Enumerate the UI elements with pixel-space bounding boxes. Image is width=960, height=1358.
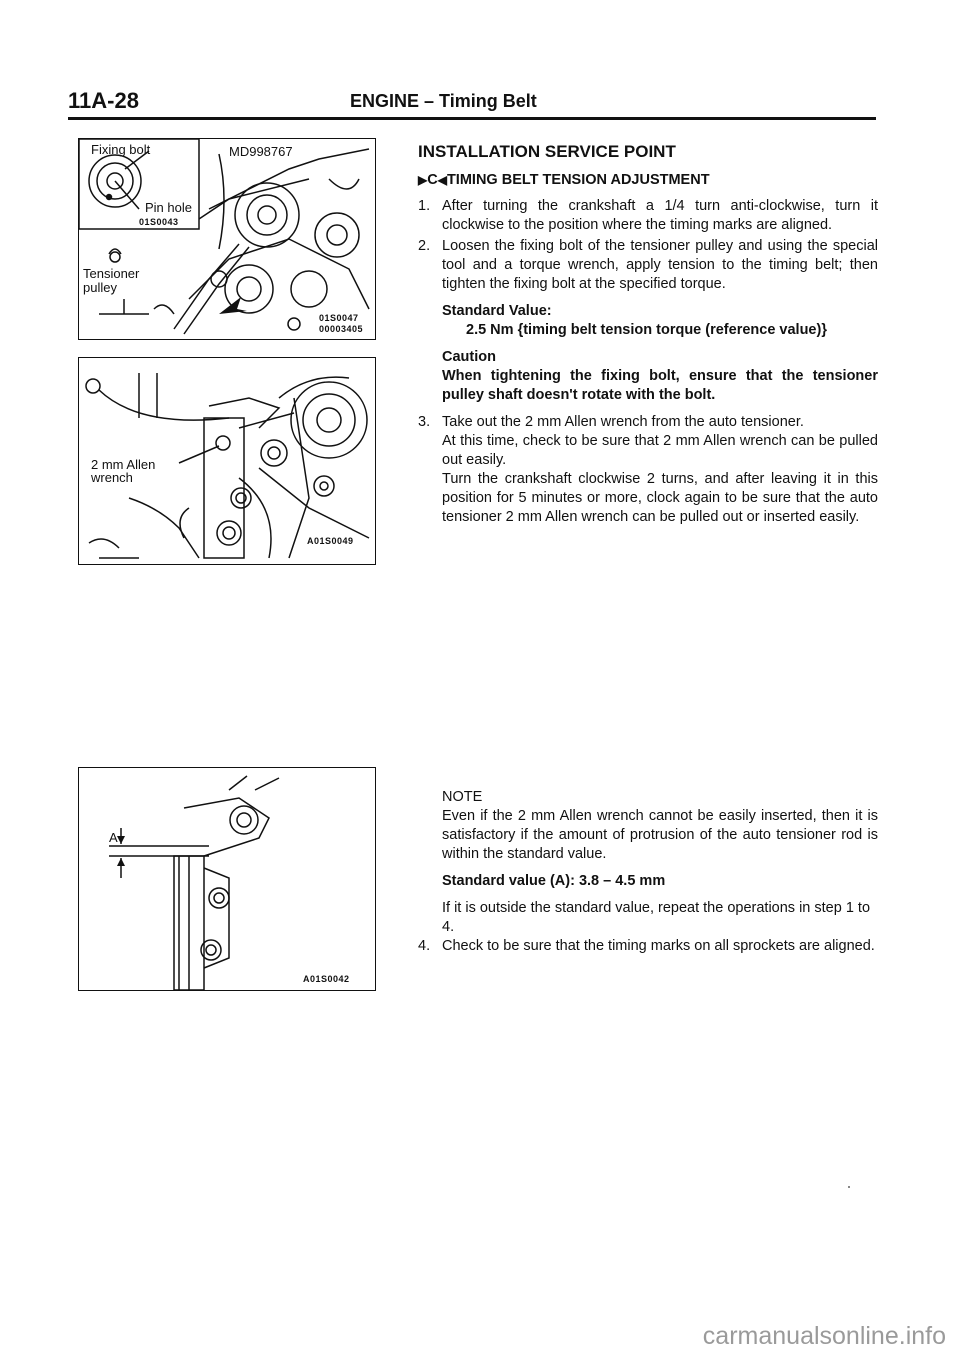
standard-value-block [418,302,878,340]
label-allen-line2: wrench [91,470,133,485]
label-pin-hole: Pin hole [145,200,192,215]
outside-text: If it is outside the standard value, repeat the operations in step 1 to 4. [442,900,871,935]
step-text: Loosen the fixing bolt of the tensioner pulley and using the special tool and a torque wrench, apply tension to the timing belt; then tighten the fixing bolt at the specified torque. [442,238,878,292]
page-header-title: ENGINE – Timing Belt [350,91,537,111]
step-3 [418,413,878,527]
service-text-lower [418,788,878,958]
sub-title-text: TIMING BELT TENSION ADJUSTMENT [446,172,710,188]
label-fixing-bolt: Fixing bolt [91,142,151,157]
tensioner-rod-illustration [79,768,375,990]
step-number: 4. [418,938,431,954]
label-pulley: pulley [83,280,117,295]
caution-block [418,348,878,405]
step-text: Check to be sure that the timing marks on all sprockets are aligned. [442,938,875,954]
label-tool-number: MD998767 [229,144,293,159]
step-number: 3. [418,414,431,430]
step-number: 1. [418,198,431,214]
scan-speck [848,1186,850,1188]
figure1-code-a: 01S0047 [319,313,359,323]
caution-label: Caution [442,349,496,365]
watermark: carmanualsonline.info [702,1322,946,1350]
figure-allen-wrench [78,357,376,565]
standard-value-text: 2.5 Nm {timing belt tension torque (reference value)} [466,322,827,338]
step-text: After turning the crankshaft a 1/4 turn anti-clockwise, turn it clockwise to the position where the timing marks are aligned. [442,198,878,233]
figure-tensioner-tool [78,138,376,340]
step-3-line2: At this time, check to be sure that 2 mm Allen wrench can be pulled out easily. [442,433,878,468]
section-title: INSTALLATION SERVICE POINT [418,142,676,161]
label-allen-line1: 2 mm Allen [91,457,156,472]
page-number: 11A-28 [68,88,139,113]
note-label: NOTE [442,789,483,805]
left-triangle-icon: ◀ [437,173,447,187]
step-number: 2. [418,238,431,254]
step-1 [418,197,878,235]
standard-value-a: Standard value (A): 3.8 – 4.5 mm [442,873,666,889]
header-rule [68,117,876,120]
step-3-line3: Turn the crankshaft clockwise 2 turns, and after leaving it in this position for 5 minutes or more, clock again to be sure that the auto tensioner 2 mm Allen wrench can be pulled out or inserted easily. [442,471,878,525]
figure3-code: A01S0042 [303,974,350,984]
sub-title [418,171,878,190]
label-dimension-a: A [109,830,118,845]
step-3-line1: Take out the 2 mm Allen wrench from the auto tensioner. [442,414,804,430]
inset-code: 01S0043 [139,217,179,227]
figure1-code-b: 00003405 [319,324,364,334]
figure2-code: A01S0049 [307,536,354,546]
note-text: Even if the 2 mm Allen wrench cannot be easily inserted, then it is satisfactory if the amount of protrusion of the auto tensioner rod is within the standard value. [442,808,878,862]
tensioner-tool-illustration [79,139,375,339]
right-triangle-icon: ▶ [418,173,428,187]
figure-tensioner-rod [78,767,376,991]
label-tensioner: Tensioner [83,266,140,281]
service-text-upper [418,142,878,529]
note-block [418,788,878,937]
caution-text: When tightening the fixing bolt, ensure that the tensioner pulley shaft doesn't rotate with the bolt. [442,368,878,403]
sub-marker: C [427,172,438,188]
step-4 [418,937,878,956]
step-2 [418,237,878,294]
standard-value-label: Standard Value: [442,303,552,319]
